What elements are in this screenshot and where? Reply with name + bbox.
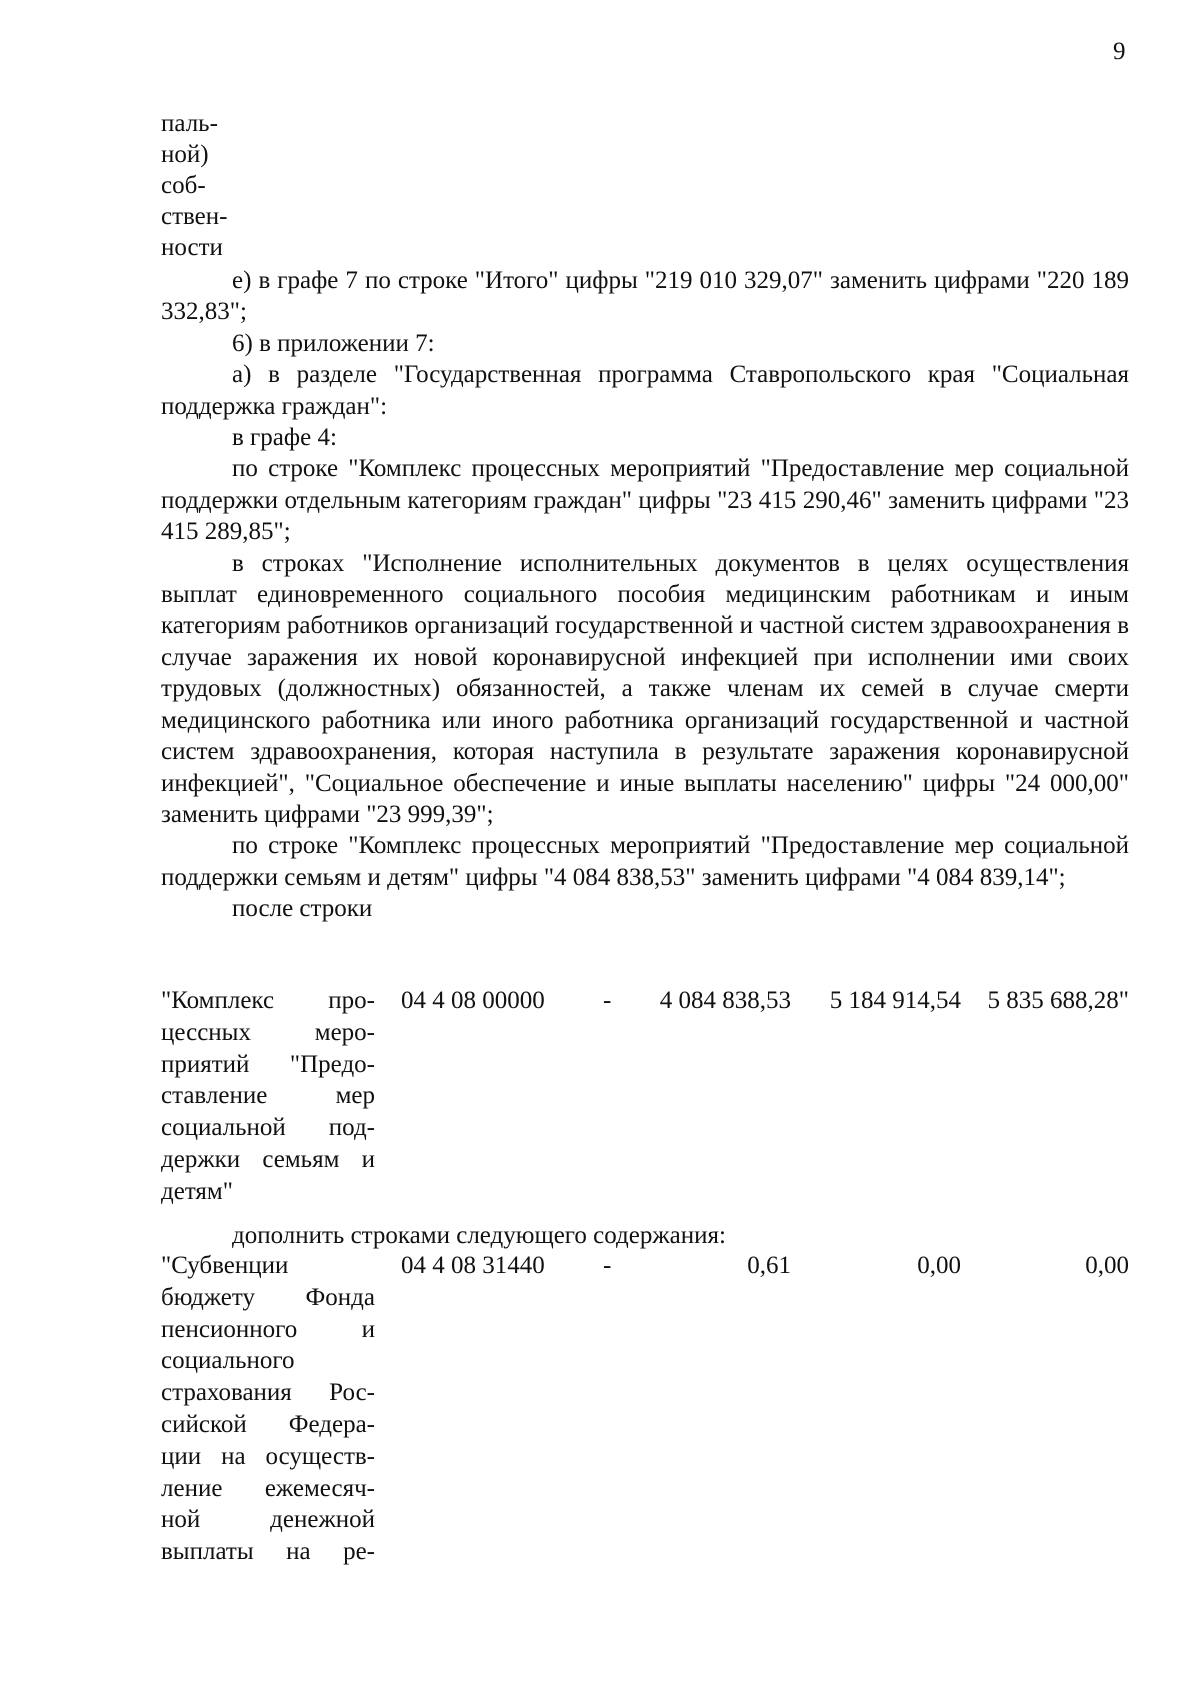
row-value-1: 4 084 838,53 [659, 987, 791, 1014]
paragraph: по строке "Комплекс процессных мероприятий "Предоставление мер социальной поддержки отдельным категориям граждан" цифры "23 415 290,46" заменить цифрами "23 415 289,85"; [161, 455, 1129, 546]
description-line: ление ежемесяч- [161, 1474, 375, 1502]
description-line: "Субвенции [161, 1252, 289, 1279]
description-line: бюджету Фонда [161, 1283, 375, 1311]
description-line: социального [161, 1347, 295, 1375]
page-number: 9 [1113, 38, 1126, 65]
fragment-line: ности [161, 234, 223, 261]
row-dash: - [603, 1252, 612, 1279]
row-code: 04 4 08 00000 [401, 987, 545, 1014]
row-code: 04 4 08 31440 [401, 1252, 545, 1279]
paragraph: е) в графе 7 по строке "Итого" цифры "219 010 329,07" заменить цифрами "220 189 332,83"; [161, 267, 1129, 326]
paragraph: после строки [232, 895, 373, 923]
fragment-line: ной) [161, 141, 209, 168]
row-value-2: 0,00 [917, 1252, 961, 1279]
description-line: сийской Федера- [161, 1410, 375, 1438]
description-line: выплаты на ре- [161, 1538, 375, 1566]
row-value-3: 0,00 [1085, 1252, 1129, 1279]
description-line: приятий "Предо- [161, 1050, 375, 1078]
description-line: держки семьям и [161, 1145, 375, 1173]
description-line: ной денежной [161, 1506, 375, 1534]
fragment-line: ствен- [161, 203, 228, 230]
description-line: пенсионного и [161, 1315, 375, 1343]
paragraph: 6) в приложении 7: [232, 329, 435, 357]
paragraph: по строке "Комплекс процессных мероприятий "Предоставление мер социальной поддержки семьям и детям" цифры "4 084 838,53" заменить цифрами "4 084 839,14"; [161, 832, 1129, 891]
row-description [161, 1250, 375, 1568]
description-line: страхования Рос- [161, 1379, 375, 1407]
description-line: социальной под- [161, 1114, 375, 1142]
fragment-line: паль- [161, 110, 218, 137]
paragraph: а) в разделе "Государственная программа Ставропольского края "Социальная поддержка граждан": [161, 361, 1129, 420]
row-value-3: 5 835 688,28" [987, 987, 1129, 1014]
description-line: "Комплекс про- [161, 987, 375, 1014]
description-line: детям" [161, 1177, 233, 1205]
fragment-line: соб- [161, 172, 206, 199]
description-line: цессных меро- [161, 1018, 375, 1046]
description-line: ции на осуществ- [161, 1442, 375, 1470]
row-description [161, 985, 375, 1208]
row-dash: - [603, 987, 612, 1014]
continued-cell-fragment [161, 108, 227, 263]
description-line: ставление мер [161, 1082, 375, 1110]
row-value-2: 5 184 914,54 [829, 987, 961, 1014]
insert-instruction: дополнить строками следующего содержания: [232, 1222, 726, 1249]
document-body [161, 265, 1129, 925]
row-value-1: 0,61 [747, 1252, 791, 1279]
paragraph: в графе 4: [232, 424, 337, 452]
paragraph: в строках "Исполнение исполнительных документов в целях осуществления выплат единовременного социального пособия медицинским работникам и иным категориям работников организаций государственной и частной систем здравоохранения в случае заражения их новой коронавирусной инфекцией при исполнении ими своих трудовых (должностных) обязанностей, а также членам их семей в случае смерти медицинского работника или иного работника организаций государственной и частной систем здравоохранения, которая наступила в результате заражения коронавирусной инфекцией", "Социальное обеспечение и иные выплаты населению" цифры "24 000,00" заменить цифрами "23 999,39"; [161, 549, 1129, 828]
